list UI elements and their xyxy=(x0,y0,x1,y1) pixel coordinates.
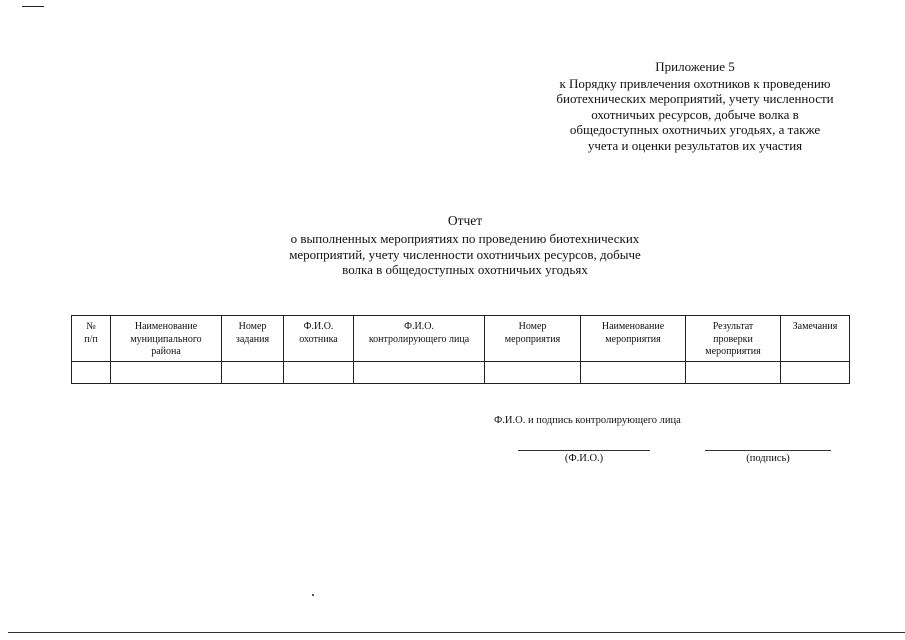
report-title-block xyxy=(205,213,725,278)
table-cell xyxy=(781,361,850,383)
table-row xyxy=(72,361,850,383)
fio-signature-line xyxy=(518,450,650,451)
report-subtitle-line: мероприятий, учету численности охотничьих ресурсов, добыче xyxy=(289,246,641,262)
header-cell-check-result xyxy=(686,316,781,362)
table-cell xyxy=(111,361,222,383)
signature-caption: Ф.И.О. и подпись контролирующего лица xyxy=(494,415,681,426)
header-text: муниципального xyxy=(130,333,202,345)
table-cell xyxy=(72,361,111,383)
appendix-line: к Порядку привлечения охотников к проведению xyxy=(559,75,831,91)
header-text: проверки xyxy=(713,333,753,345)
report-subtitle-line: о выполненных мероприятиях по проведению биотехнических xyxy=(290,230,640,246)
scan-artifact-top xyxy=(22,6,44,7)
table-cell xyxy=(485,361,581,383)
table-header-row xyxy=(72,316,850,362)
header-cell-event-name xyxy=(581,316,686,362)
table-cell xyxy=(222,361,284,383)
report-table xyxy=(71,315,850,384)
header-text: Ф.И.О. xyxy=(303,321,334,332)
header-text: № xyxy=(86,321,96,332)
appendix-block xyxy=(520,59,870,153)
header-cell-controller-name xyxy=(354,316,485,362)
header-cell-hunter-name xyxy=(284,316,354,362)
header-text: Результат xyxy=(712,321,754,332)
header-text: Наименование xyxy=(601,321,665,332)
header-text: охотника xyxy=(299,333,338,345)
appendix-line: учета и оценки результатов их участия xyxy=(587,137,803,153)
header-text: задания xyxy=(235,333,270,345)
signature-label: (подпись) xyxy=(746,453,790,464)
header-cell-event-number xyxy=(485,316,581,362)
header-text: мероприятия xyxy=(705,346,761,357)
header-text: Номер xyxy=(238,321,267,332)
scan-artifact-dot xyxy=(312,594,314,596)
header-text: Замечания xyxy=(792,321,838,332)
appendix-title: Приложение 5 xyxy=(655,59,735,74)
fio-label: (Ф.И.О.) xyxy=(564,453,604,464)
report-heading: Отчет xyxy=(447,213,483,228)
appendix-line: общедоступных охотничьих угодьях, а также xyxy=(569,122,821,137)
table-cell xyxy=(284,361,354,383)
header-cell-remarks xyxy=(781,316,850,362)
header-text: Наименование xyxy=(134,321,198,332)
header-text: Номер xyxy=(518,321,547,332)
header-text: Ф.И.О. xyxy=(404,321,434,332)
table-cell xyxy=(581,361,686,383)
header-text: мероприятия xyxy=(605,333,661,345)
table-cell xyxy=(686,361,781,383)
header-text: района xyxy=(151,346,181,357)
table-cell xyxy=(354,361,485,383)
header-cell-number xyxy=(72,316,111,362)
header-text: мероприятия xyxy=(504,333,561,345)
header-text: п/п xyxy=(84,333,98,345)
appendix-line: биотехнических мероприятий, учету численности xyxy=(556,91,834,106)
scan-artifact-bottom xyxy=(8,632,905,633)
header-text: контролирующего лица xyxy=(368,333,470,345)
header-cell-district xyxy=(111,316,222,362)
signature-line xyxy=(705,450,831,451)
appendix-line: охотничьих ресурсов, добыче волка в xyxy=(591,106,799,122)
header-cell-task-number xyxy=(222,316,284,362)
report-subtitle-line: волка в общедоступных охотничьих угодьях xyxy=(342,262,588,278)
